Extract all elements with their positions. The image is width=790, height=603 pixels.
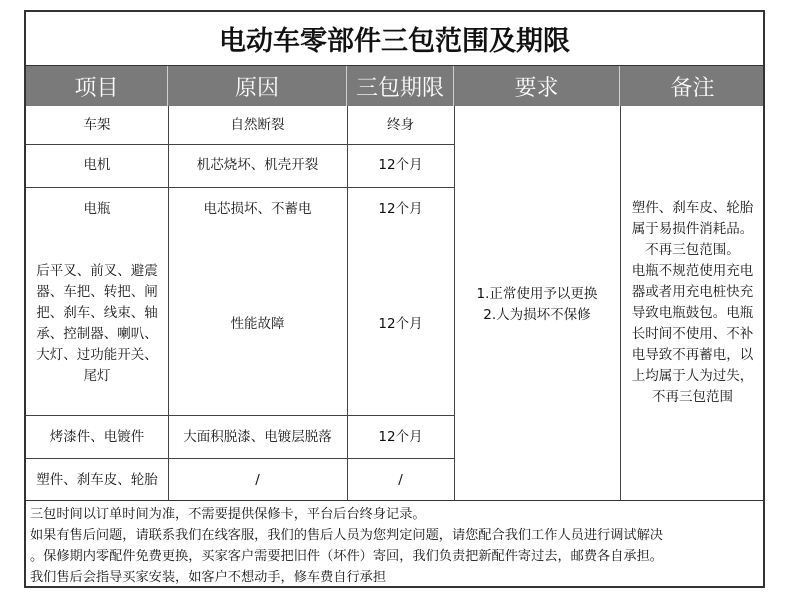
row-item-parts-line: 把、刹车、线束、轴 bbox=[36, 305, 158, 321]
row-period-paint: 12个月 bbox=[378, 429, 423, 445]
row-reason-paint: 大面积脱漆、电镀层脱落 bbox=[183, 429, 332, 445]
remark-line: 不再三包范围。 bbox=[645, 242, 740, 258]
row-divider bbox=[26, 187, 454, 188]
remark-line: 导致电瓶鼓包。电瓶 bbox=[631, 305, 754, 321]
row-period-battery: 12个月 bbox=[378, 201, 423, 217]
row-divider bbox=[26, 144, 454, 145]
remark-line: 电导致不再蓄电，以 bbox=[631, 347, 754, 363]
row-reason-motor: 机芯烧坏、机壳开裂 bbox=[196, 157, 319, 173]
requirements-cell bbox=[454, 284, 620, 326]
row-period-motor: 12个月 bbox=[378, 157, 423, 173]
row-reason-frame: 自然断裂 bbox=[230, 117, 285, 133]
note-line: 我们售后会指导买家安装，如客户不想动手，修车费自行承担 bbox=[30, 570, 387, 585]
header-item: 项目 bbox=[26, 66, 168, 106]
footer-notes bbox=[26, 500, 763, 588]
remark-line: 属于易损件消耗品。 bbox=[631, 221, 754, 237]
row-item-parts bbox=[26, 261, 168, 387]
table-header bbox=[26, 66, 763, 106]
note-line: 。保修期内零配件免费更换，买家客户需要把旧件（坏件）寄回，我们负责把新配件寄过去，邮费各自承担。 bbox=[30, 549, 663, 564]
row-reason-consumables: / bbox=[255, 472, 260, 488]
remark-line: 塑件、刹车皮、轮胎 bbox=[631, 200, 754, 216]
row-divider bbox=[26, 415, 454, 416]
remark-line: 不再三包范围 bbox=[652, 389, 733, 405]
requirement-line: 1.正常使用予以更换 bbox=[476, 286, 598, 302]
row-period-consumables: / bbox=[398, 472, 403, 488]
remarks-cell bbox=[620, 198, 765, 408]
row-item-battery: 电瓶 bbox=[83, 201, 111, 217]
header-period: 三包期限 bbox=[347, 66, 454, 106]
note-line: 如果有售后问题，请联系我们在线客服，我们的售后人员为您判定问题，请您配合我们工作人员进行调试解决 bbox=[30, 528, 663, 543]
row-item-parts-line: 后平叉、前叉、避震 bbox=[36, 263, 158, 279]
row-item-paint: 烤漆件、电镀件 bbox=[49, 429, 145, 445]
warranty-sheet bbox=[24, 10, 765, 588]
sheet-title: 电动车零部件三包范围及期限 bbox=[26, 12, 763, 66]
requirement-line: 2.人为损坏不保修 bbox=[483, 307, 591, 323]
row-divider bbox=[26, 458, 454, 459]
header-requirements: 要求 bbox=[454, 66, 620, 106]
row-item-motor: 电机 bbox=[83, 157, 111, 173]
row-item-frame: 车架 bbox=[83, 117, 111, 133]
row-reason-battery: 电芯损坏、不蓄电 bbox=[203, 201, 312, 217]
remark-line: 上均属于人为过失， bbox=[631, 368, 754, 384]
remark-line: 电瓶不规范使用充电 bbox=[631, 263, 754, 279]
row-period-parts: 12个月 bbox=[378, 316, 423, 332]
row-reason-parts: 性能故障 bbox=[230, 316, 285, 332]
row-item-consumables: 塑件、刹车皮、轮胎 bbox=[36, 472, 158, 488]
row-item-parts-line: 承、控制器、喇叭、 bbox=[36, 326, 158, 342]
remark-line: 器或者用充电桩快充 bbox=[631, 284, 754, 300]
row-item-parts-line: 尾灯 bbox=[83, 368, 111, 384]
row-item-parts-line: 大灯、过功能开关、 bbox=[36, 347, 158, 363]
note-line: 三包时间以订单时间为准，不需要提供保修卡，平台后台终身记录。 bbox=[30, 507, 426, 522]
row-item-parts-line: 器、车把、转把、闸 bbox=[36, 284, 158, 300]
row-period-frame: 终身 bbox=[387, 117, 414, 133]
header-remarks: 备注 bbox=[670, 75, 715, 101]
remark-line: 长时间不使用、不补 bbox=[631, 326, 754, 342]
header-reason: 原因 bbox=[168, 66, 347, 106]
